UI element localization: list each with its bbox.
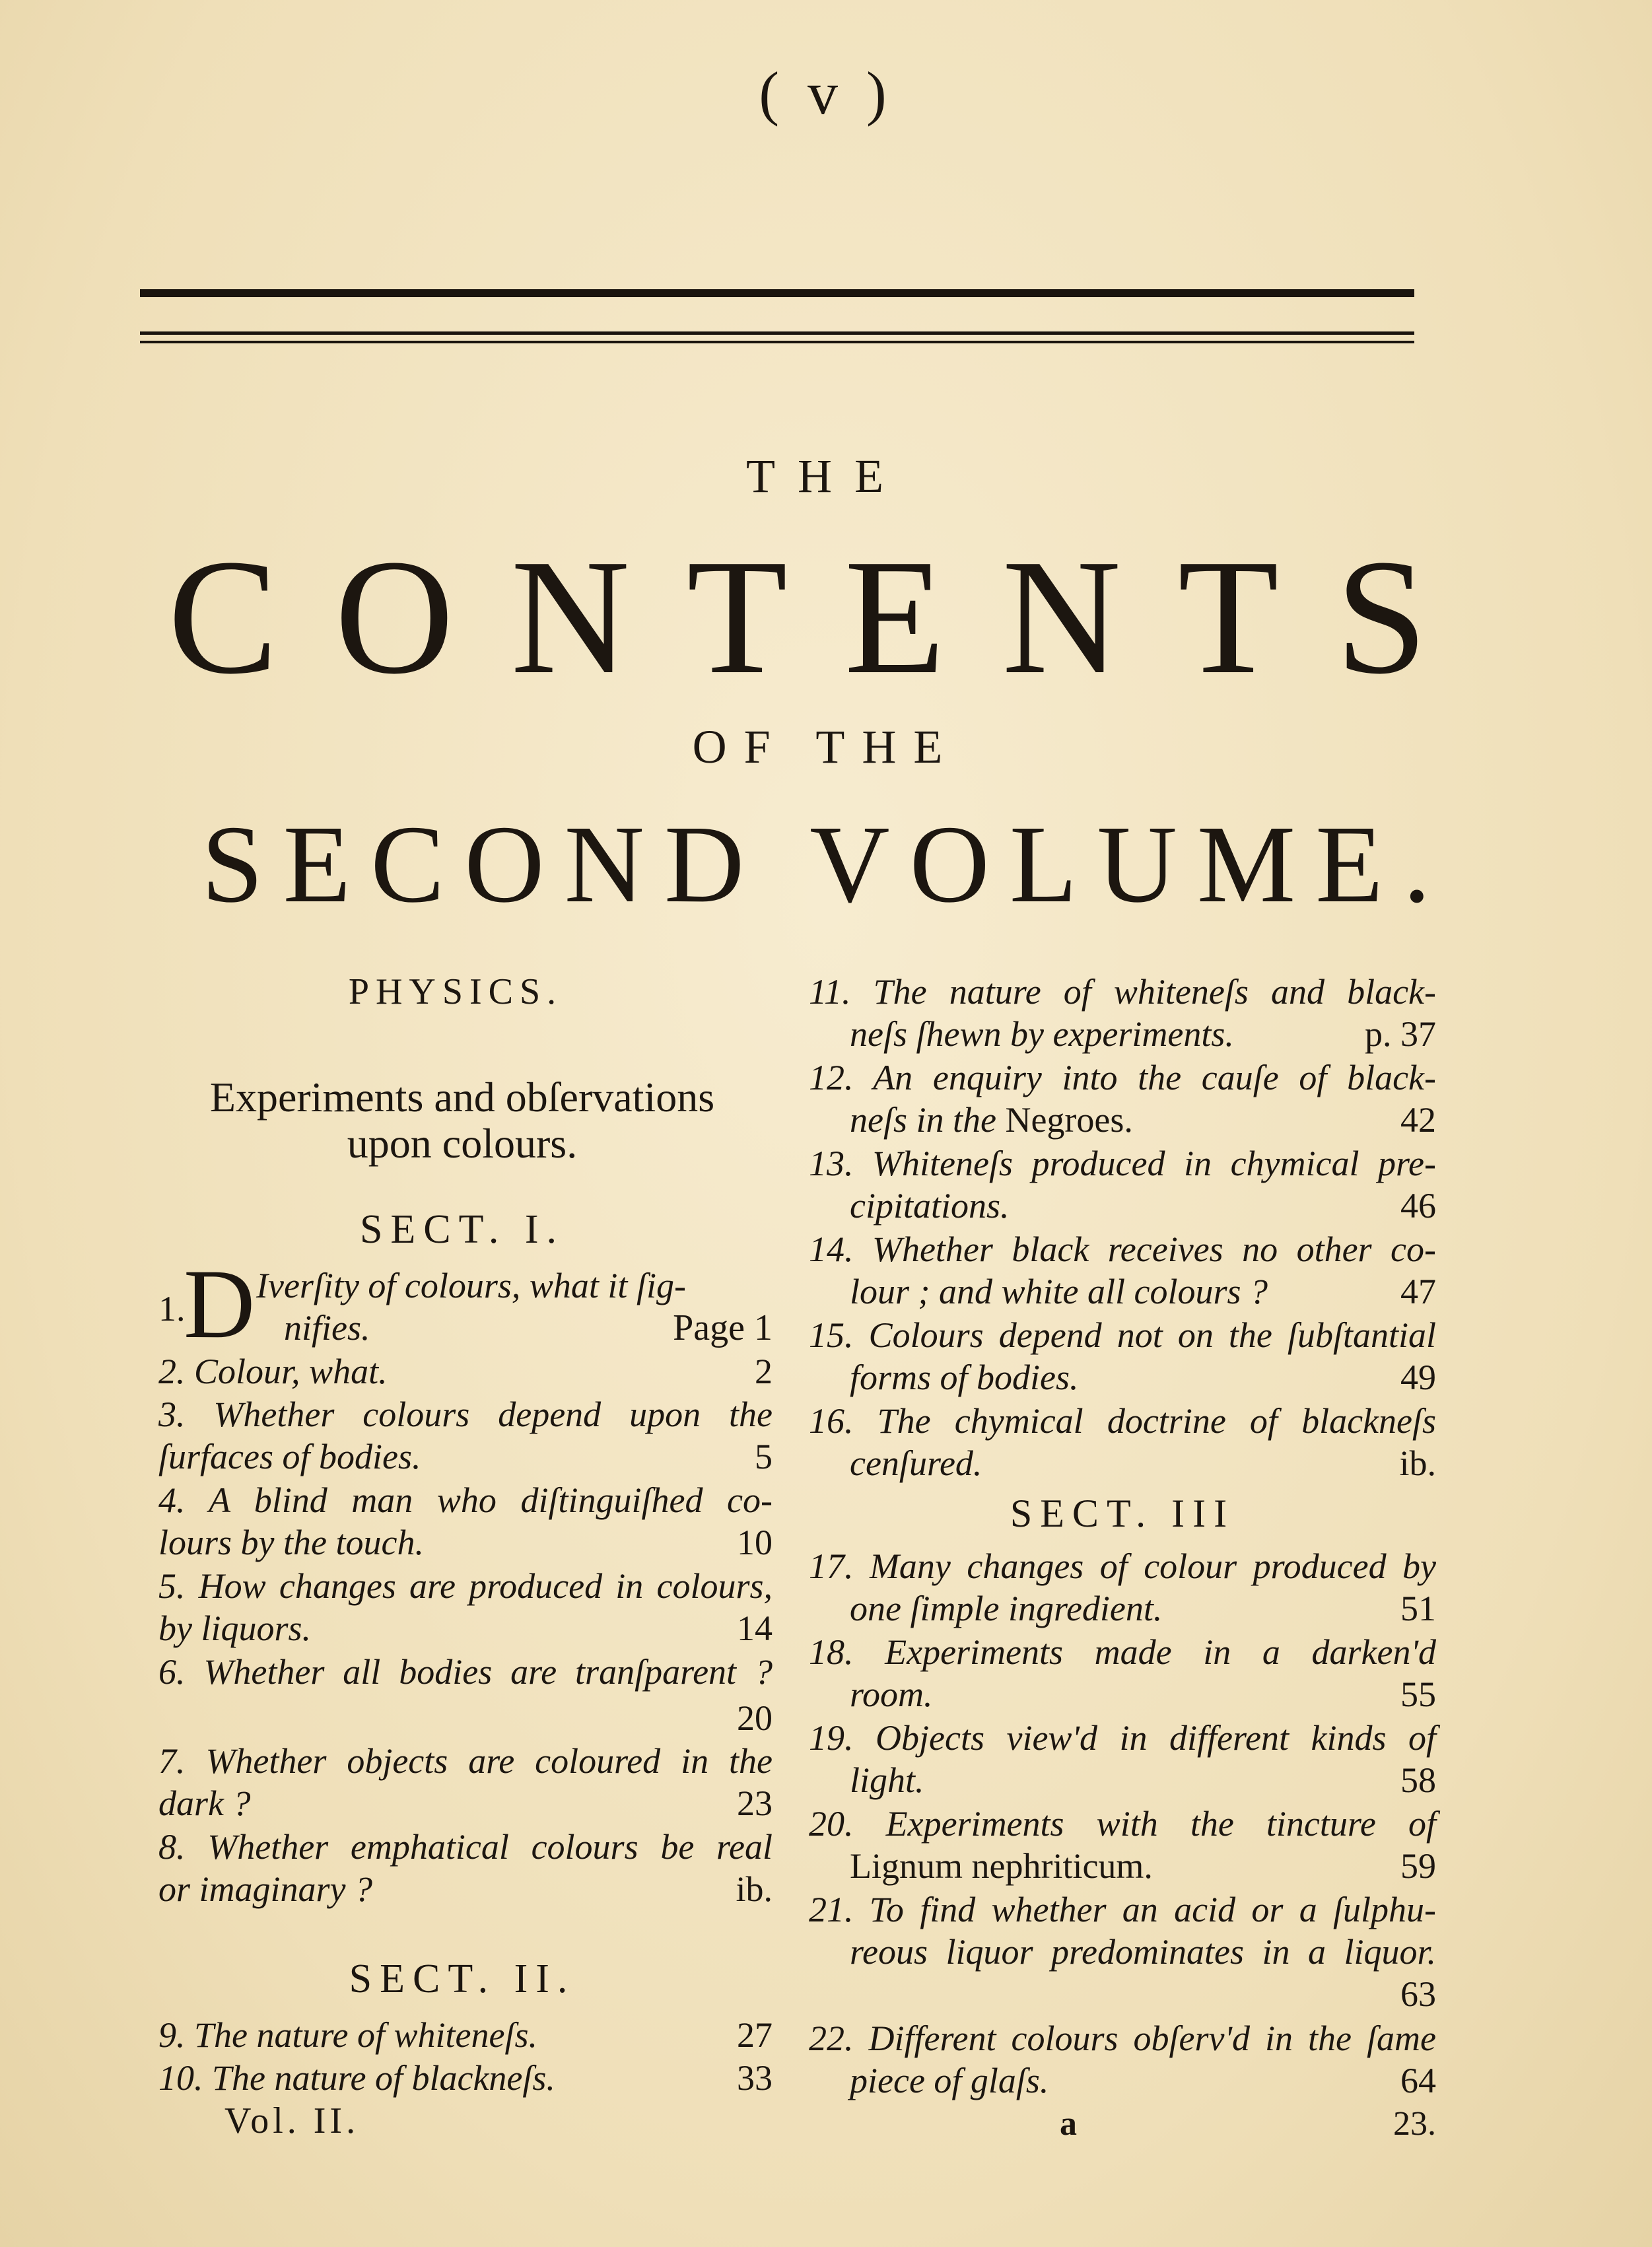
entry-2-text: 2. Colour, what. xyxy=(158,1352,388,1391)
toc-entry-5 xyxy=(158,1565,773,1649)
entry-11-line-1: 11. The nature of whiteneſs and black- xyxy=(809,972,1436,1012)
entry-17-line-1: 17. Many changes of colour produced by xyxy=(809,1546,1436,1586)
entry-21-page: 63 xyxy=(1400,1974,1436,2014)
entry-1-page: Page 1 xyxy=(673,1307,773,1348)
footer-volume: Vol. II. xyxy=(224,2100,360,2141)
catchword: 23. xyxy=(1393,2105,1436,2143)
toc-entry-10 xyxy=(158,2057,773,2099)
toc-entry-11 xyxy=(809,971,1436,1055)
entry-12-line-2b: Negroes. xyxy=(1005,1100,1133,1140)
entry-21-line-1: 21. To find whether an acid or a ſulphu- xyxy=(809,1890,1436,1929)
entry-14-line-2: lour ; and white all colours ? xyxy=(850,1272,1268,1311)
entry-22-page: 64 xyxy=(1400,2061,1436,2100)
entry-19-page: 58 xyxy=(1400,1760,1436,1800)
top-rule-thin-1 xyxy=(140,331,1414,335)
subtitle-line-2: upon colours. xyxy=(347,1120,578,1167)
toc-entry-19 xyxy=(809,1717,1436,1801)
entry-6-line-1: 6. Whether all bodies are tranſparent ? xyxy=(158,1652,773,1692)
drop-cap: D xyxy=(184,1249,256,1359)
toc-entry-14 xyxy=(809,1228,1436,1313)
entry-10-text: 10. The nature of blackneſs. xyxy=(158,2058,555,2098)
title-of-the: OF THE xyxy=(692,720,960,773)
toc-entry-9 xyxy=(158,2014,773,2056)
entry-7-page: 23 xyxy=(737,1783,773,1823)
entry-12-line-2a: neſs in the xyxy=(850,1100,996,1140)
entry-14-line-1: 14. Whether black receives no other co- xyxy=(809,1229,1436,1269)
entry-14-page: 47 xyxy=(1400,1272,1436,1311)
entry-21-line-2: reous liquor predominates in a liquor. xyxy=(850,1932,1436,1972)
title-the: THE xyxy=(746,450,906,502)
entry-16-line-1: 16. The chymical doctrine of blackneſs xyxy=(809,1401,1436,1441)
entry-15-line-1: 15. Colours depend not on the ſubſtantial xyxy=(809,1315,1436,1355)
entry-20-page: 59 xyxy=(1400,1846,1436,1886)
entry-10-page: 33 xyxy=(737,2058,773,2098)
entry-7-line-2: dark ? xyxy=(158,1783,251,1823)
signature-mark: a xyxy=(1060,2105,1077,2143)
toc-entry-2 xyxy=(158,1350,773,1393)
title-contents: CONTENTS xyxy=(168,526,1484,709)
toc-entry-1 xyxy=(158,1249,773,1359)
entry-20-line-1: 20. Experiments with the tincture of xyxy=(809,1804,1436,1844)
entry-11-page: p. 37 xyxy=(1365,1014,1436,1054)
toc-entry-8 xyxy=(158,1826,773,1910)
toc-entry-20 xyxy=(809,1803,1436,1887)
subtitle-line-1: Experiments and obſervations xyxy=(209,1074,715,1121)
entry-11-line-2: neſs ſhewn by experiments. xyxy=(850,1014,1234,1054)
entry-9-text: 9. The nature of whiteneſs. xyxy=(158,2015,537,2055)
toc-entry-15 xyxy=(809,1314,1436,1399)
entry-13-line-2: cipitations. xyxy=(850,1186,1010,1226)
entry-3-line-2: ſurfaces of bodies. xyxy=(158,1437,421,1476)
toc-entry-13 xyxy=(809,1142,1436,1227)
entry-3-line-1: 3. Whether colours depend upon the xyxy=(158,1395,773,1434)
entry-5-line-2: by liquors. xyxy=(158,1608,312,1648)
entry-6-page: 20 xyxy=(737,1698,773,1738)
entry-19-line-2: light. xyxy=(850,1760,924,1800)
entry-19-line-1: 19. Objects view'd in different kinds of xyxy=(809,1718,1436,1758)
entry-3-page: 5 xyxy=(755,1437,773,1476)
right-column xyxy=(809,971,1443,2166)
sect-1-heading: SECT. I. xyxy=(359,1207,565,1252)
entry-2-page: 2 xyxy=(755,1352,773,1391)
sect-2-heading: SECT. II. xyxy=(349,1956,576,2001)
entry-4-line-2: lours by the touch. xyxy=(158,1523,424,1562)
toc-entry-18 xyxy=(809,1631,1436,1715)
entry-20-line-2: Lignum nephriticum. xyxy=(850,1846,1153,1886)
entry-5-page: 14 xyxy=(737,1608,773,1648)
entry-12-line-1: 12. An enquiry into the cauſe of black- xyxy=(809,1058,1436,1097)
entry-18-page: 55 xyxy=(1400,1675,1436,1714)
entry-22-line-2: piece of glaſs. xyxy=(850,2061,1049,2100)
entry-5-line-1: 5. How changes are produced in colours, xyxy=(158,1566,773,1606)
left-column xyxy=(152,964,773,2166)
entry-1-line-2: nifies. xyxy=(284,1308,370,1348)
entry-15-line-2: forms of bodies. xyxy=(850,1358,1079,1397)
toc-entry-7 xyxy=(158,1740,773,1824)
entry-12-page: 42 xyxy=(1400,1100,1436,1140)
entry-8-line-1: 8. Whether emphatical colours be real xyxy=(158,1827,773,1867)
toc-entry-22 xyxy=(809,2017,1436,2102)
entry-17-line-2: one ſimple ingredient. xyxy=(850,1589,1163,1628)
sect-3-heading: SECT. III xyxy=(1010,1492,1235,1535)
toc-entry-12 xyxy=(809,1056,1436,1141)
entry-18-line-2: room. xyxy=(850,1675,933,1714)
toc-entry-17 xyxy=(809,1545,1436,1630)
title-second-volume: SECOND VOLUME. xyxy=(201,803,1451,926)
physics-heading: PHYSICS. xyxy=(348,971,563,1012)
entry-12-line-2 xyxy=(809,1099,1436,1141)
entry-17-page: 51 xyxy=(1400,1589,1436,1628)
entry-18-line-1: 18. Experiments made in a darken'd xyxy=(809,1632,1436,1672)
top-rule-thin-2 xyxy=(140,341,1414,343)
entry-15-page: 49 xyxy=(1400,1358,1436,1397)
entry-1-number: 1. xyxy=(158,1289,186,1329)
toc-entry-6 xyxy=(158,1651,773,1738)
top-rule-thick xyxy=(140,289,1414,297)
toc-entry-4 xyxy=(158,1479,773,1564)
page-folio: ( v ) xyxy=(759,59,893,127)
toc-entry-16 xyxy=(809,1400,1436,1484)
entry-7-line-1: 7. Whether objects are coloured in the xyxy=(158,1741,773,1781)
entry-22-line-1: 22. Different colours obſerv'd in the ſame xyxy=(809,2019,1436,2058)
entry-8-line-2: or imaginary ? xyxy=(158,1869,372,1909)
entry-9-page: 27 xyxy=(737,2015,773,2055)
toc-entry-3 xyxy=(158,1393,773,1478)
entry-16-page: ib. xyxy=(1399,1443,1436,1483)
entry-4-page: 10 xyxy=(737,1523,773,1562)
entry-13-line-1: 13. Whiteneſs produced in chymical pre- xyxy=(809,1144,1436,1183)
entry-8-page: ib. xyxy=(736,1869,773,1909)
toc-entry-21 xyxy=(809,1888,1436,2014)
entry-13-page: 46 xyxy=(1400,1186,1436,1226)
entry-16-line-2: cenſured. xyxy=(850,1443,982,1483)
entry-4-line-1: 4. A blind man who diſtinguiſhed co- xyxy=(158,1480,773,1520)
entry-1-line-1: Iverſity of colours, what it ſig- xyxy=(256,1266,686,1305)
